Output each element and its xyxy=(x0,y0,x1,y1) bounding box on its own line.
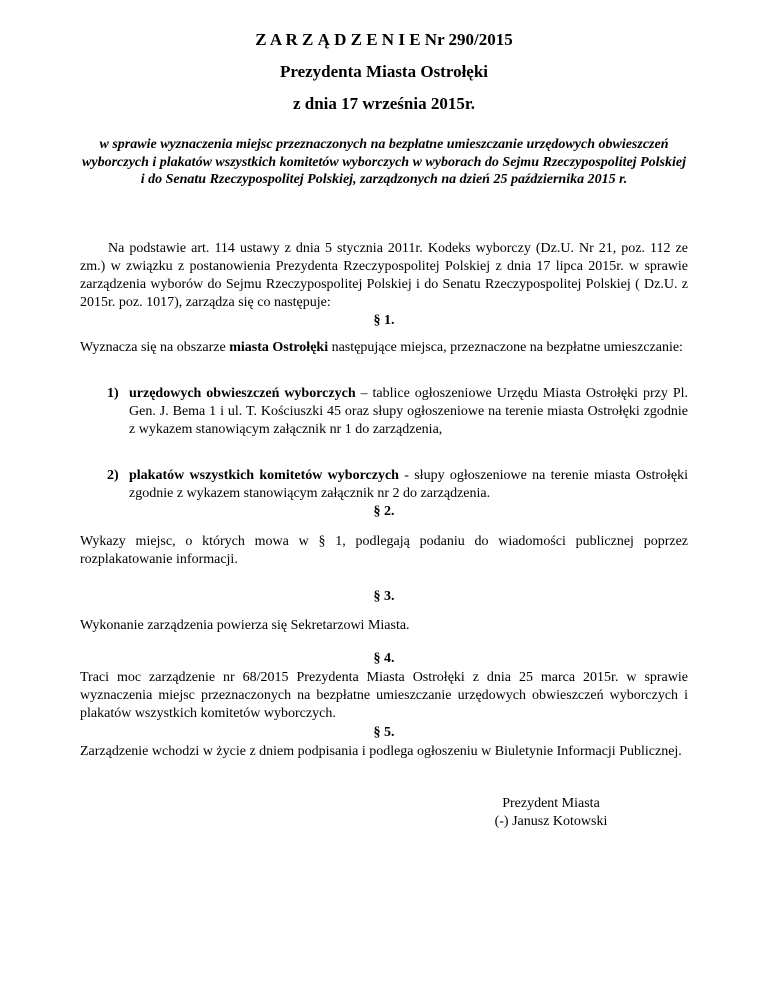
signature-role: Prezydent Miasta xyxy=(502,796,600,811)
section-5-text: Zarządzenie wchodzi w życie z dniem podpisania i podlega ogłoszeniu w Biuletynie Informacji Publicznej. xyxy=(80,744,682,759)
section-4-text: Traci moc zarządzenie nr 68/2015 Prezydenta Miasta Ostrołęki z dnia 25 marca 2015r. w sprawie wyznaczenia miejsc przeznaczonych na bezpłatne umieszczanie urzędowych obwieszczeń wyborczych i plakatów wszystkich komitetów wyborczych. xyxy=(80,670,688,721)
document-title: Z A R Z Ą D Z E N I E Nr 290/2015 xyxy=(255,30,513,49)
section-1-text-end: następujące miejsca, przeznaczone na bezpłatne umieszczanie: xyxy=(328,340,683,355)
section-3-heading: § 3. xyxy=(373,589,395,604)
list-item-text: – tablice ogłoszeniowe Urzędu Miasta Ostrołęki przy Pl. Gen. J. Bema 1 i ul. T. Kościuszki 45 oraz słupy ogłoszeniowe na terenie miasta Ostrołęki zgodnie z wykazem stanowiącym załącznik nr 1 do zarządzenia, xyxy=(129,386,688,437)
section-4-heading: § 4. xyxy=(373,651,395,666)
document-subject: w sprawie wyznaczenia miejsc przeznaczonych na bezpłatne umieszczanie urzędowych obwieszczeń wyborczych i plakatów wszystkich komitetów wyborczych w wyborach do Sejmu Rzeczypospolitej Polskiej i do Senatu Rzeczypospolitej Polskiej, zarządzonych na dzień 25 października 2015 r. xyxy=(82,137,686,187)
legal-basis-paragraph: Na podstawie art. 114 ustawy z dnia 5 stycznia 2011r. Kodeks wyborczy (Dz.U. Nr 21, poz. 112 ze zm.) w związku z postanowienia Prezydenta Rzeczypospolitej Polskiej z dnia 17 lipca 2015r. w sprawie zarządzenia wyborów do Sejmu Rzeczypospolitej Polskiej i do Senatu Rzeczypospolitej Polskiej ( Dz.U. z 2015r. poz. 1017), zarządza się co następuje: xyxy=(80,241,688,310)
list-item-bold: plakatów wszystkich komitetów wyborczych xyxy=(129,468,399,483)
list-item-bold: urzędowych obwieszczeń wyborczych xyxy=(129,386,356,401)
list-item-number: 1) xyxy=(107,386,119,401)
section-1-text-start: Wyznacza się na obszarze xyxy=(80,340,230,355)
section-3-text: Wykonanie zarządzenia powierza się Sekretarzowi Miasta. xyxy=(80,618,410,633)
list-item xyxy=(107,385,688,439)
document-date: z dnia 17 września 2015r. xyxy=(292,94,476,113)
list-item-number: 2) xyxy=(107,468,119,483)
section-5-heading: § 5. xyxy=(373,725,395,740)
signature-name: (-) Janusz Kotowski xyxy=(494,814,608,829)
section-2-text: Wykazy miejsc, o których mowa w § 1, podlegają podaniu do wiadomości publicznej poprzez rozplakatowanie informacji. xyxy=(80,534,688,567)
section-1-heading: § 1. xyxy=(373,313,395,328)
list-item xyxy=(107,467,688,503)
section-1-text xyxy=(80,339,688,357)
section-2-heading: § 2. xyxy=(373,504,395,519)
document-issuer: Prezydenta Miasta Ostrołęki xyxy=(279,62,489,81)
signature-block xyxy=(466,795,636,831)
list-item-text: - słupy ogłoszeniowe na terenie miasta Ostrołęki zgodnie z wykazem stanowiącym załącznik nr 2 do zarządzenia. xyxy=(129,468,688,501)
section-1-city-name: miasta Ostrołęki xyxy=(229,340,329,355)
